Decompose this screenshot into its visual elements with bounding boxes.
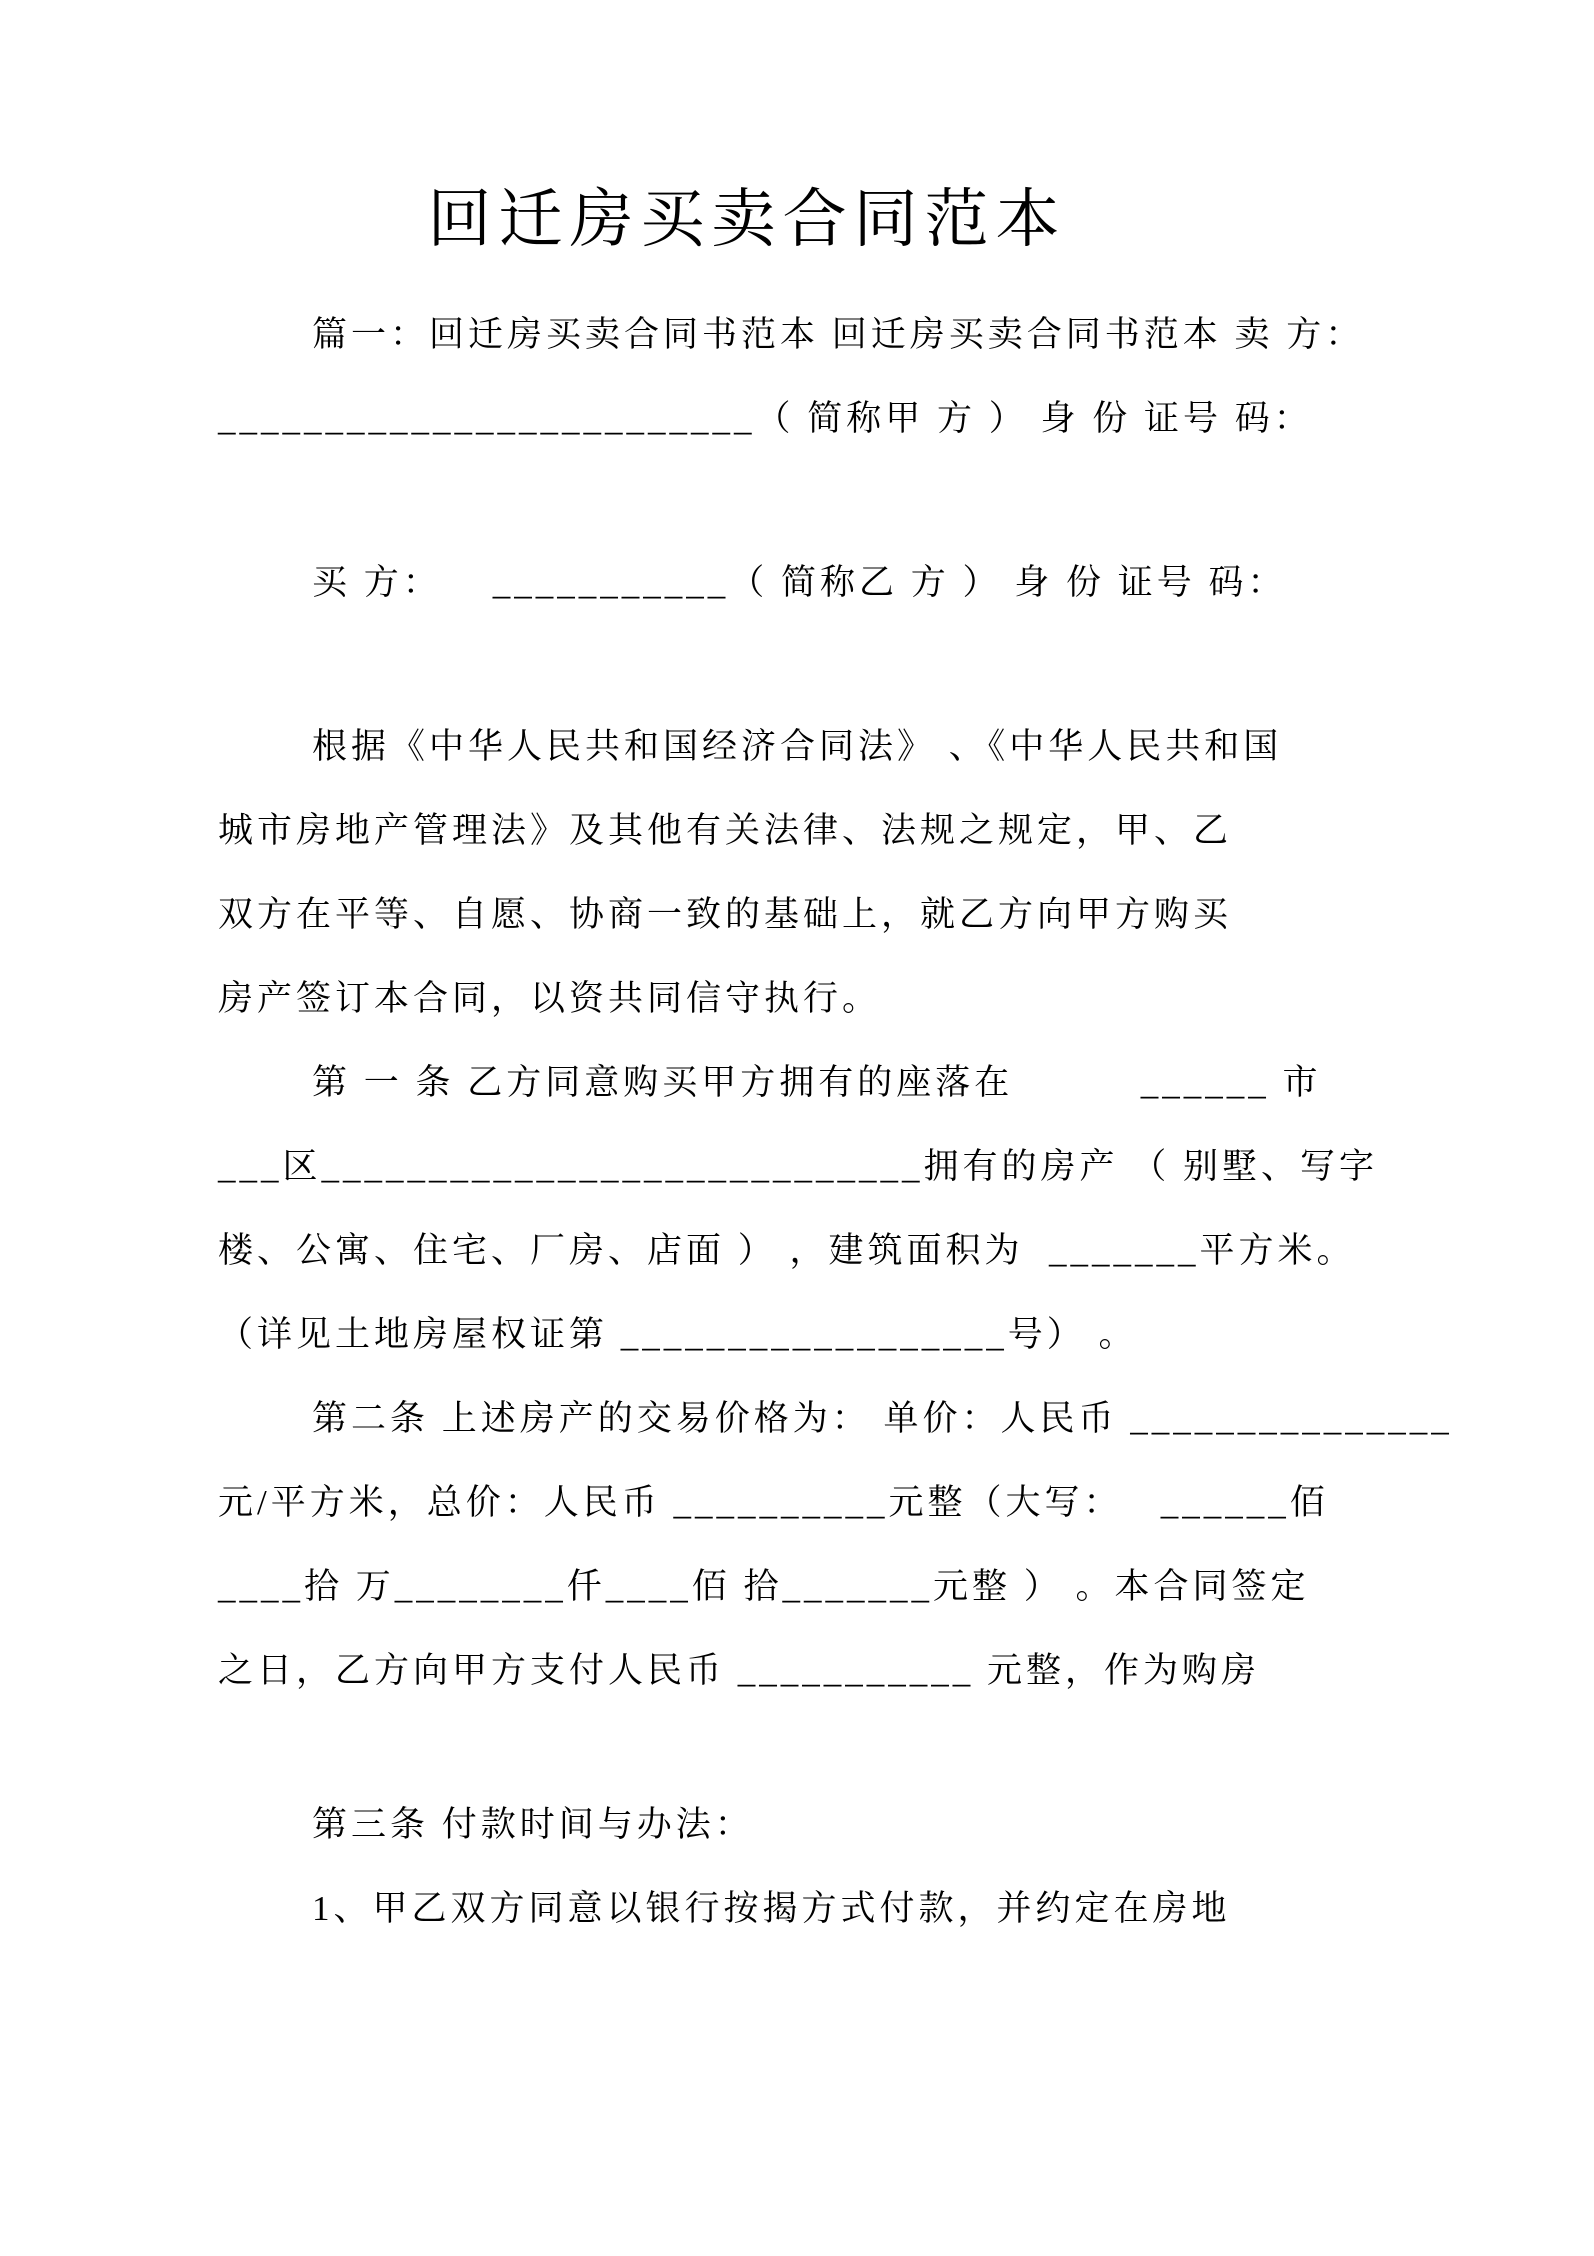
document-line: ____拾 万________仟____佰 拾_______元整 ） 。本合同签定 — [218, 1567, 1310, 1606]
document-line: 1、甲乙双方同意以银行按揭方式付款，并约定在房地 — [312, 1889, 1231, 1928]
document-line: 篇一：回迁房买卖合同书范本 回迁房买卖合同书范本 卖 方： — [312, 315, 1365, 354]
document-line: （详见土地房屋权证第 __________________号） 。 — [218, 1315, 1138, 1354]
document-line: ___区____________________________拥有的房产 （ 别墅、写字 — [218, 1147, 1379, 1186]
document-line: 楼、公寓、住宅、厂房、店面 ） ，建筑面积为 _______平方米。 — [218, 1231, 1356, 1270]
document-line: 根据《中华人民共和国经济合同法》 、《中华人民共和国 — [312, 727, 1283, 766]
document-line: 房产签订本合同，以资共同信守执行。 — [218, 979, 882, 1018]
document-line: 第三条 付款时间与办法： — [312, 1805, 754, 1844]
document-line: 元/平方米，总价：人民币 __________元整（大写： ______佰 — [218, 1483, 1329, 1522]
document-line: 第 一 条 乙方同意购买甲方拥有的座落在 ______ 市 — [312, 1063, 1322, 1102]
document-line: _________________________（ 简称甲 方 ） 身 份 证号 码： — [218, 399, 1313, 438]
document-line: 第二条 上述房产的交易价格为： 单价：人民币 _______________ — [312, 1399, 1453, 1438]
document-line: 之日，乙方向甲方支付人民币 ___________ 元整，作为购房 — [218, 1651, 1261, 1690]
document-line: 买 方： ___________（ 简称乙 方 ） 身 份 证号 码： — [312, 563, 1287, 602]
document-body — [218, 293, 1594, 1951]
document-line: 城市房地产管理法》及其他有关法律、法规之规定，甲、乙 — [218, 811, 1233, 850]
document-line: 双方在平等、自愿、协商一致的基础上，就乙方向甲方购买 — [218, 895, 1233, 934]
document-title: 回迁房买卖合同范本 — [427, 184, 1067, 255]
